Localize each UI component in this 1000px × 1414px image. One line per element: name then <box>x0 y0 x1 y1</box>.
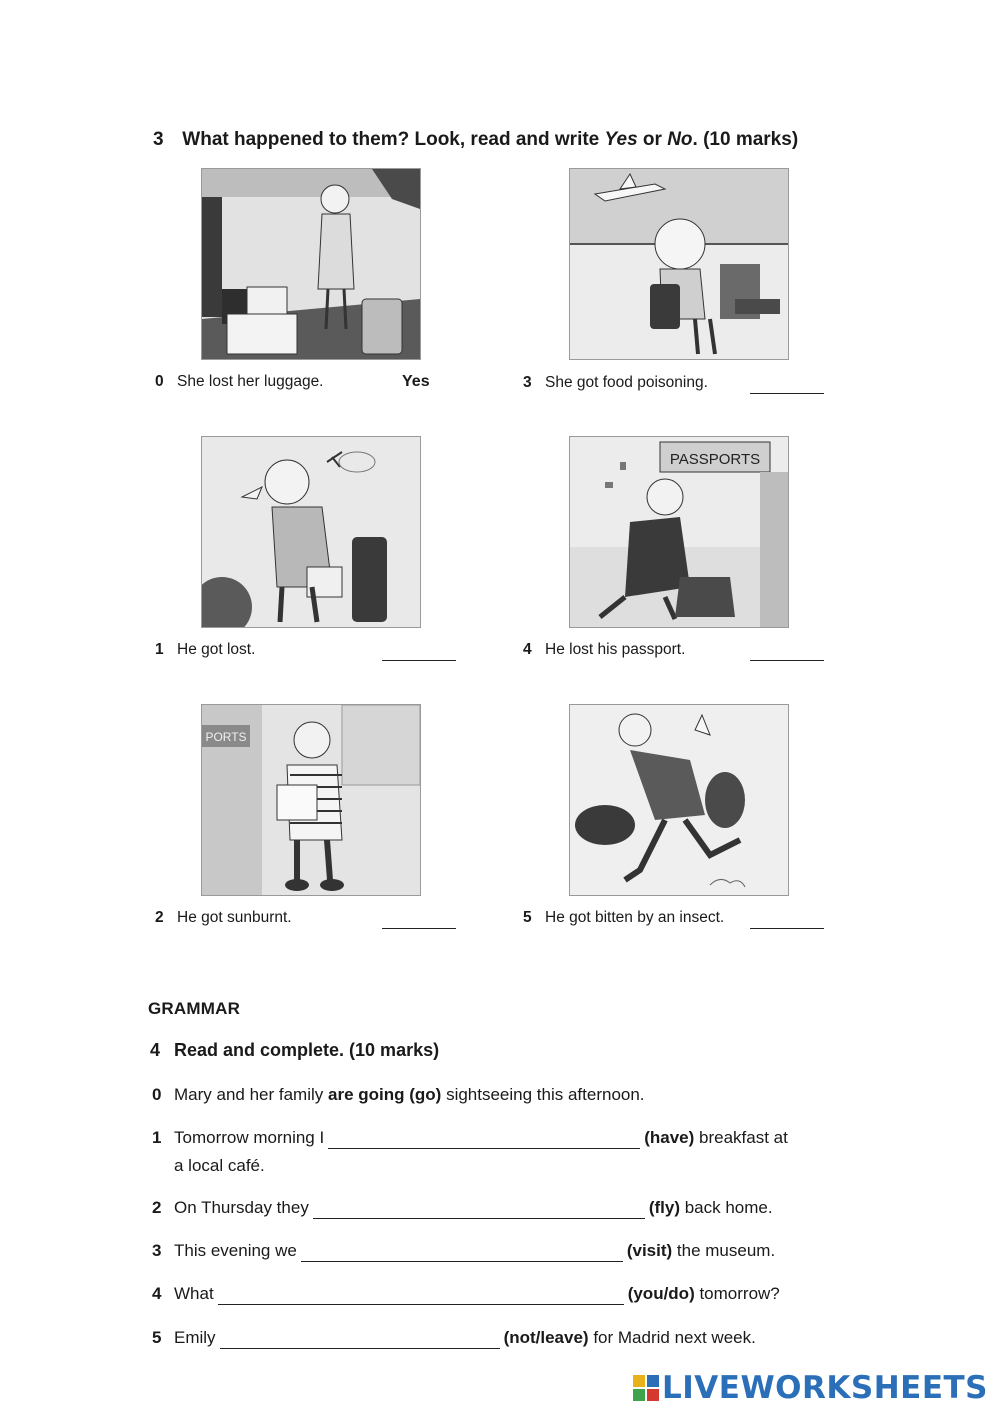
grammar-line-5-input[interactable] <box>220 1330 500 1349</box>
exercise-4-number: 4 <box>150 1040 161 1060</box>
exercise-4-title <box>150 1040 439 1061</box>
item-5-number: 5 <box>523 909 532 926</box>
grammar-heading: GRAMMAR <box>148 999 241 1018</box>
passport-sign-fragment: PORTS <box>205 730 247 744</box>
grammar-line-0-number: 0 <box>152 1085 162 1104</box>
grammar-line-4-hint: (you/do) <box>627 1284 695 1303</box>
grammar-line-2-hint: (fly) <box>648 1198 680 1217</box>
item-4-caption <box>523 641 685 659</box>
grammar-line-0-before: Mary and her family <box>174 1085 328 1104</box>
grammar-line-0 <box>152 1085 645 1105</box>
grammar-line-1-continued: a local café. <box>174 1156 265 1175</box>
grammar-line-5-before: Emily <box>174 1328 216 1347</box>
liveworksheets-logo-icon <box>633 1375 659 1401</box>
item-1-answer-input[interactable] <box>382 638 456 661</box>
exercise-title-no: No <box>667 129 693 150</box>
liveworksheets-logo-text: LIVEWORKSHEETS <box>662 1370 988 1406</box>
item-4-text: He lost his passport. <box>545 641 686 658</box>
grammar-line-1-before: Tomorrow morning I <box>174 1128 325 1147</box>
man-running-picture <box>569 704 789 896</box>
grammar-line-5-after: for Madrid next week. <box>588 1328 756 1347</box>
grammar-line-3-after: the museum. <box>672 1241 776 1260</box>
grammar-line-3-number: 3 <box>152 1241 162 1260</box>
exercise-title-part1: What happened to them? Look, read and write <box>182 129 605 150</box>
grammar-line-4-before: What <box>174 1284 214 1303</box>
grammar-line-2 <box>152 1198 773 1219</box>
item-0-answer: Yes <box>402 373 430 390</box>
man-insect-picture <box>201 436 421 628</box>
grammar-line-2-input[interactable] <box>313 1200 645 1219</box>
grammar-line-1 <box>152 1128 788 1149</box>
item-0-number: 0 <box>155 373 164 390</box>
grammar-line-2-before: On Thursday they <box>174 1198 309 1217</box>
grammar-line-3-input[interactable] <box>301 1243 623 1262</box>
man-map-picture <box>201 704 421 896</box>
grammar-line-2-number: 2 <box>152 1198 162 1217</box>
grammar-line-3-before: This evening we <box>174 1241 297 1260</box>
item-3-text: She got food poisoning. <box>545 374 708 391</box>
item-3-answer-input[interactable] <box>750 371 824 394</box>
exercise-4-title-text: Read and complete. (10 marks) <box>174 1040 440 1060</box>
exercise-title-part2: . (10 marks) <box>692 129 799 150</box>
grammar-line-4 <box>152 1284 780 1305</box>
liveworksheets-logo[interactable] <box>633 1370 988 1406</box>
exercise-number: 3 <box>153 129 164 150</box>
grammar-line-3 <box>152 1241 775 1262</box>
item-5-answer-input[interactable] <box>750 906 824 929</box>
item-4-answer-input[interactable] <box>750 638 824 661</box>
item-2-answer-input[interactable] <box>382 906 456 929</box>
item-1-caption <box>155 641 255 659</box>
exercise-title-yes: Yes <box>604 129 638 150</box>
grammar-line-0-after: sightseeing this afternoon. <box>441 1085 645 1104</box>
grammar-line-0-hint: (go) <box>409 1085 442 1104</box>
exercise-title-or: or <box>637 129 668 150</box>
grammar-line-3-hint: (visit) <box>626 1241 673 1260</box>
item-2-text: He got sunburnt. <box>177 909 292 926</box>
grammar-line-1-after: breakfast at <box>694 1128 788 1147</box>
item-1-number: 1 <box>155 641 164 658</box>
grammar-line-4-number: 4 <box>152 1284 162 1303</box>
item-3-caption <box>523 374 708 392</box>
grammar-line-0-answer: are going <box>328 1085 405 1104</box>
item-5-caption <box>523 909 724 927</box>
grammar-line-4-after: tomorrow? <box>694 1284 780 1303</box>
passport-sign-text: PASSPORTS <box>669 451 761 468</box>
grammar-line-2-after: back home. <box>680 1198 773 1217</box>
item-4-number: 4 <box>523 641 532 658</box>
item-0-caption <box>155 373 324 391</box>
grammar-line-1-input[interactable] <box>328 1130 640 1149</box>
woman-airport-picture <box>569 168 789 360</box>
man-passport-picture <box>569 436 789 628</box>
item-2-caption <box>155 909 292 927</box>
exercise-3-title <box>153 129 798 151</box>
grammar-line-1-hint: (have) <box>644 1128 695 1147</box>
grammar-line-1-number: 1 <box>152 1128 162 1147</box>
item-0-text: She lost her luggage. <box>177 373 324 390</box>
item-1-text: He got lost. <box>177 641 256 658</box>
grammar-line-5-number: 5 <box>152 1328 162 1347</box>
item-2-number: 2 <box>155 909 164 926</box>
woman-lost-luggage-picture <box>201 168 421 360</box>
grammar-line-4-input[interactable] <box>218 1286 624 1305</box>
grammar-line-5-hint: (not/leave) <box>503 1328 589 1347</box>
grammar-line-5 <box>152 1328 756 1349</box>
item-5-text: He got bitten by an insect. <box>545 909 725 926</box>
item-3-number: 3 <box>523 374 532 391</box>
